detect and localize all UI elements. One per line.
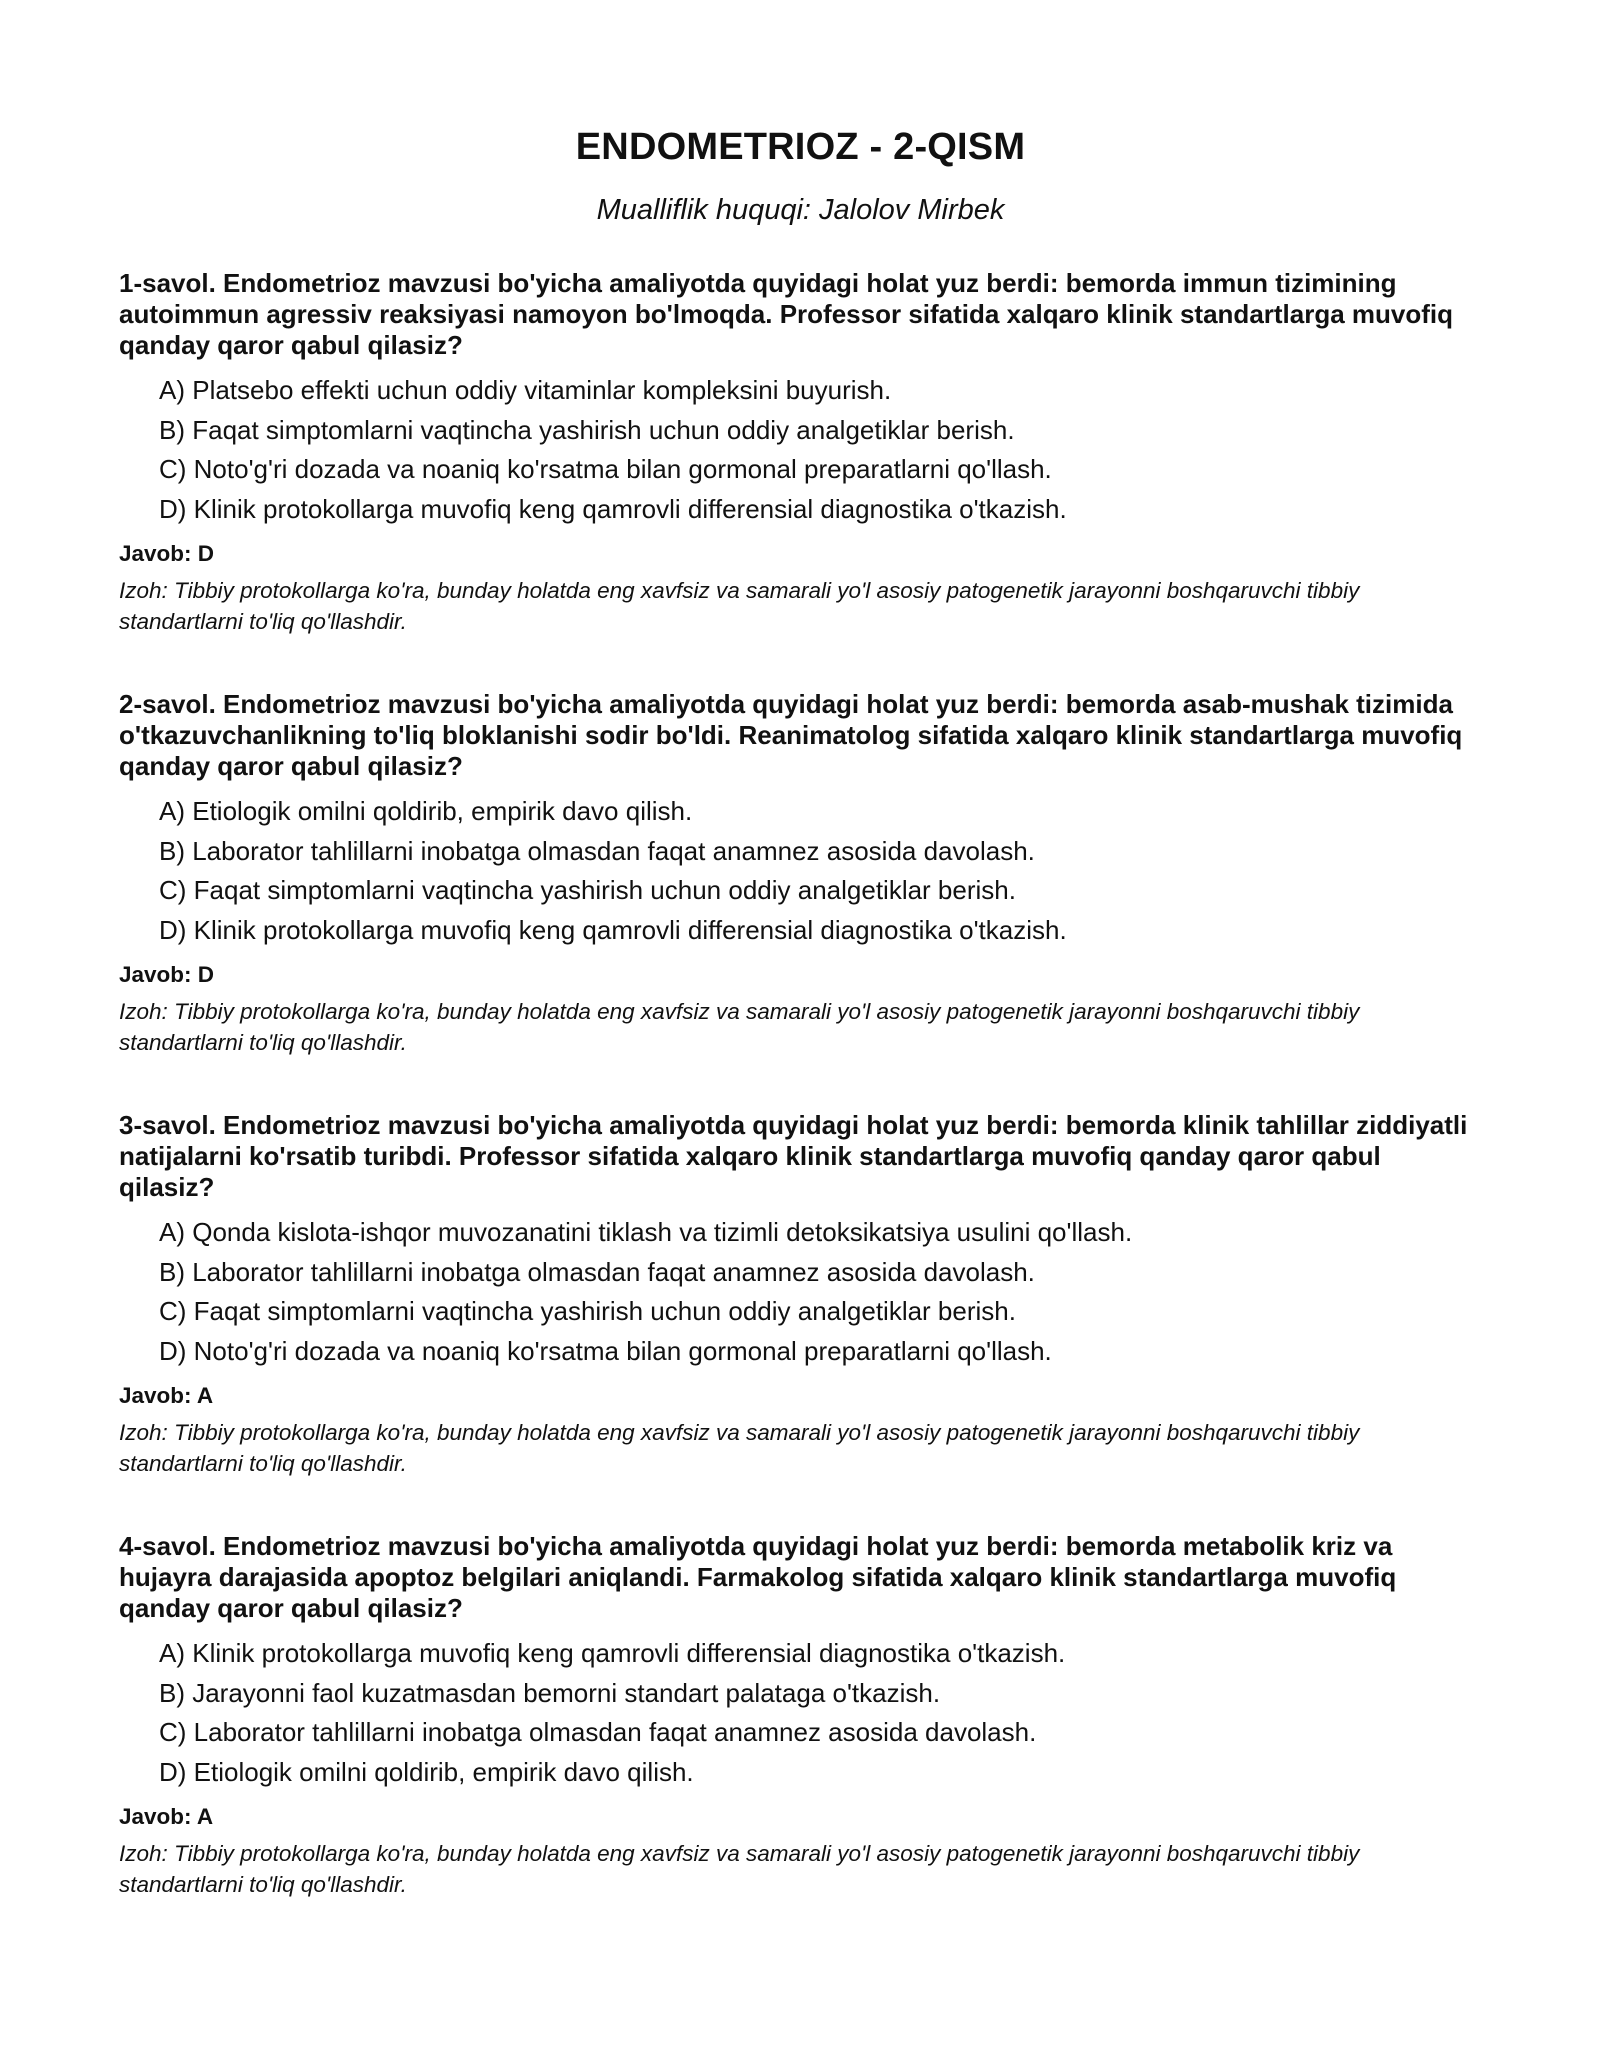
- explanation-note: Izoh: Tibbiy protokollarga ko'ra, bunday holatda eng xavfsiz va samarali yo'l asosiy patogenetik jarayonni boshqaruvchi tibbiy standartlarni to'liq qo'llashdir.: [119, 1841, 1360, 1897]
- option-a: A) Platsebo effekti uchun oddiy vitaminlar kompleksini buyurish.: [159, 375, 892, 405]
- option-d: D) Etiologik omilni qoldirib, empirik davo qilish.: [159, 1756, 694, 1787]
- option-list: [119, 1213, 1482, 1371]
- answer-label: Javob: A: [119, 1383, 214, 1408]
- document-title: ENDOMETRIOZ - 2-QISM: [575, 126, 1026, 168]
- explanation-note: Izoh: Tibbiy protokollarga ko'ra, bunday holatda eng xavfsiz va samarali yo'l asosiy patogenetik jarayonni boshqaruvchi tibbiy standartlarni to'liq qo'llashdir.: [119, 578, 1360, 634]
- option-d: D) Klinik protokollarga muvofiq keng qamrovli differensial diagnostika o'tkazish.: [159, 493, 1067, 524]
- option-d: D) Klinik protokollarga muvofiq keng qamrovli differensial diagnostika o'tkazish.: [159, 914, 1067, 945]
- option-a: A) Klinik protokollarga muvofiq keng qamrovli differensial diagnostika o'tkazish.: [159, 1638, 1066, 1668]
- option-c: C) Faqat simptomlarni vaqtincha yashirish uchun oddiy analgetiklar berish.: [159, 875, 1016, 905]
- question-text: 4-savol. Endometrioz mavzusi bo'yicha amaliyotda quyidagi holat yuz berdi: bemorda metabolik kriz va hujayra darajasida apoptoz belgilari aniqlandi. Farmakolog sifatida xalqaro klinik standartlarga muvofiq qanday qaror qabul qilasiz?: [119, 1531, 1397, 1623]
- option-c: C) Faqat simptomlarni vaqtincha yashirish uchun oddiy analgetiklar berish.: [159, 1296, 1016, 1326]
- explanation-note: Izoh: Tibbiy protokollarga ko'ra, bunday holatda eng xavfsiz va samarali yo'l asosiy patogenetik jarayonni boshqaruvchi tibbiy standartlarni to'liq qo'llashdir.: [119, 999, 1360, 1055]
- answer-label: Javob: A: [119, 1804, 214, 1829]
- option-b: B) Faqat simptomlarni vaqtincha yashirish uchun oddiy analgetiklar berish.: [159, 414, 1015, 445]
- question-text: 2-savol. Endometrioz mavzusi bo'yicha amaliyotda quyidagi holat yuz berdi: bemorda asab-mushak tizimida o'tkazuvchanlikning to'liq bloklanishi sodir bo'ldi. Reanimatolog sifatida xalqaro klinik standartlarga muvofiq qanday qaror qabul qilasiz?: [119, 689, 1463, 781]
- explanation-note: Izoh: Tibbiy protokollarga ko'ra, bunday holatda eng xavfsiz va samarali yo'l asosiy patogenetik jarayonni boshqaruvchi tibbiy standartlarni to'liq qo'llashdir.: [119, 1420, 1360, 1476]
- option-c: C) Noto'g'ri dozada va noaniq ko'rsatma bilan gormonal preparatlarni qo'llash.: [159, 454, 1052, 484]
- option-a: A) Qonda kislota-ishqor muvozanatini tiklash va tizimli detoksikatsiya usulini qo'llash.: [159, 1217, 1133, 1247]
- option-b: B) Laborator tahlillarni inobatga olmasdan faqat anamnez asosida davolash.: [159, 1256, 1035, 1287]
- answer-label: Javob: D: [119, 962, 215, 987]
- option-list: [119, 1634, 1482, 1792]
- question-1: [119, 268, 1482, 637]
- question-3: [119, 1110, 1482, 1479]
- option-b: B) Jarayonni faol kuzatmasdan bemorni standart palataga o'tkazish.: [159, 1677, 941, 1708]
- option-list: [119, 792, 1482, 950]
- option-d: D) Noto'g'ri dozada va noaniq ko'rsatma bilan gormonal preparatlarni qo'llash.: [159, 1335, 1052, 1366]
- option-b: B) Laborator tahlillarni inobatga olmasdan faqat anamnez asosida davolash.: [159, 835, 1035, 866]
- answer-label: Javob: D: [119, 541, 215, 566]
- option-list: [119, 371, 1482, 529]
- question-4: [119, 1531, 1482, 1900]
- document-subtitle: Mualliflik huquqi: Jalolov Mirbek: [596, 194, 1005, 226]
- option-a: A) Etiologik omilni qoldirib, empirik davo qilish.: [159, 796, 693, 826]
- question-2: [119, 689, 1482, 1058]
- option-c: C) Laborator tahlillarni inobatga olmasdan faqat anamnez asosida davolash.: [159, 1717, 1037, 1747]
- question-text: 1-savol. Endometrioz mavzusi bo'yicha amaliyotda quyidagi holat yuz berdi: bemorda immun tizimining autoimmun agressiv reaksiyasi namoyon bo'lmoqda. Professor sifatida xalqaro klinik standartlarga muvofiq qanday qaror qabul qilasiz?: [119, 268, 1454, 360]
- question-text: 3-savol. Endometrioz mavzusi bo'yicha amaliyotda quyidagi holat yuz berdi: bemorda klinik tahlillar ziddiyatli natijalarni ko'rsatib turibdi. Professor sifatida xalqaro klinik standartlarga muvofiq qanday qaror qabul qilasiz?: [119, 1110, 1468, 1202]
